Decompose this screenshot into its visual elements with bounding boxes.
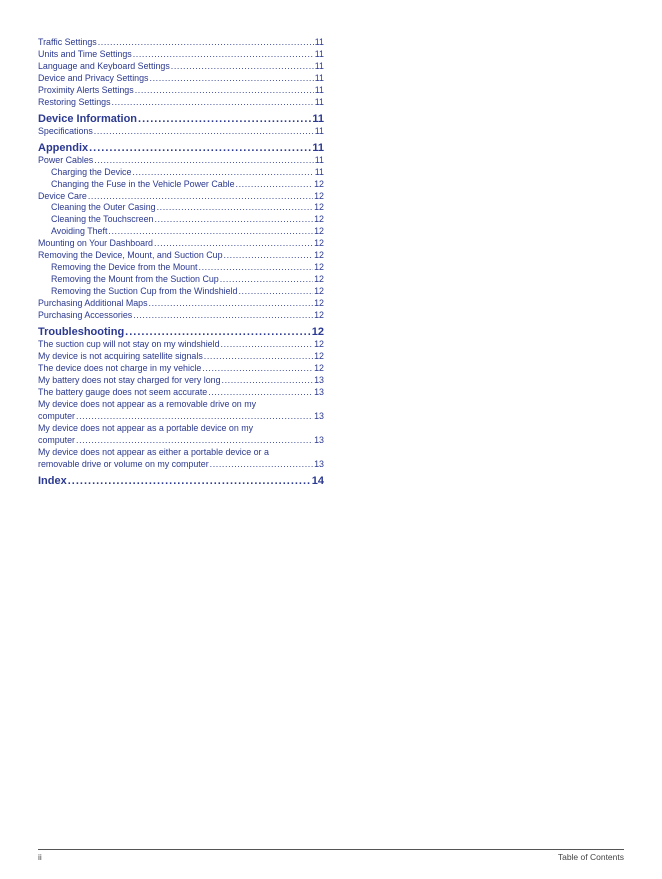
toc-entry-page: 13 bbox=[314, 458, 324, 469]
toc-entry-page: 12 bbox=[314, 298, 324, 309]
toc-entry-title: Changing the Fuse in the Vehicle Power Cable bbox=[51, 178, 235, 189]
dot-leader bbox=[89, 141, 311, 155]
toc-entry-page: 12 bbox=[314, 339, 324, 350]
dot-leader bbox=[135, 85, 314, 97]
toc-entry-page: 13 bbox=[314, 434, 324, 445]
toc-entry[interactable] bbox=[38, 49, 324, 61]
toc-entry[interactable] bbox=[38, 85, 324, 97]
toc-entry-title: Mounting on Your Dashboard bbox=[38, 238, 153, 249]
toc-entry-title: Purchasing Additional Maps bbox=[38, 298, 148, 309]
toc-entry-title: Removing the Suction Cup from the Windshield bbox=[51, 286, 238, 297]
toc-entry[interactable] bbox=[38, 61, 324, 73]
toc-entry-title: My device does not appear as a portable device on my bbox=[38, 422, 254, 433]
table-of-contents bbox=[38, 37, 324, 488]
toc-entry-title-continued: computer bbox=[38, 410, 75, 421]
toc-entry[interactable] bbox=[38, 286, 324, 298]
toc-entry-page: 12 bbox=[314, 350, 324, 361]
dot-leader bbox=[210, 459, 313, 471]
footer-section-title: Table of Contents bbox=[557, 852, 624, 862]
dot-leader bbox=[132, 167, 313, 179]
toc-entry[interactable] bbox=[38, 310, 324, 322]
toc-entry-page: 12 bbox=[314, 362, 324, 373]
toc-chapter-entry[interactable] bbox=[38, 141, 324, 155]
toc-entry-page: 12 bbox=[314, 226, 324, 237]
toc-entry-page: 12 bbox=[314, 262, 324, 273]
toc-entry-title-continued: removable drive or volume on my computer bbox=[38, 458, 209, 469]
toc-entry[interactable] bbox=[38, 202, 324, 214]
toc-entry-page: 11 bbox=[314, 48, 324, 59]
dot-leader bbox=[154, 214, 313, 226]
dot-leader bbox=[171, 61, 314, 73]
dot-leader bbox=[88, 191, 313, 203]
toc-entry-title: Device and Privacy Settings bbox=[38, 72, 149, 83]
toc-entry[interactable] bbox=[38, 155, 324, 167]
page-footer bbox=[38, 849, 624, 862]
toc-entry-title: Removing the Device, Mount, and Suction Cup bbox=[38, 250, 223, 261]
dot-leader bbox=[108, 226, 313, 238]
toc-entry-title: My device does not appear as a removable drive on my bbox=[38, 398, 257, 409]
dot-leader bbox=[112, 97, 314, 109]
dot-leader bbox=[202, 363, 313, 375]
dot-leader bbox=[138, 112, 311, 126]
toc-entry-page: 11 bbox=[314, 37, 324, 47]
toc-entry[interactable] bbox=[38, 387, 324, 399]
toc-entry[interactable] bbox=[38, 375, 324, 387]
dot-leader bbox=[94, 155, 314, 167]
toc-entry[interactable] bbox=[38, 97, 324, 109]
toc-entry-page: 12 bbox=[311, 326, 324, 339]
toc-entry-title: Device Care bbox=[38, 190, 87, 201]
toc-entry[interactable] bbox=[38, 298, 324, 310]
toc-chapter-entry[interactable] bbox=[38, 325, 324, 339]
toc-entry-title: Purchasing Accessories bbox=[38, 310, 133, 321]
toc-chapter-entry[interactable] bbox=[38, 474, 324, 488]
toc-entry-title: Restoring Settings bbox=[38, 96, 111, 107]
dot-leader bbox=[204, 351, 313, 363]
dot-leader bbox=[220, 274, 313, 286]
toc-entry-title: Troubleshooting bbox=[38, 326, 125, 339]
dot-leader bbox=[238, 286, 313, 298]
toc-entry-title: Units and Time Settings bbox=[38, 48, 132, 59]
toc-entry[interactable] bbox=[38, 214, 324, 226]
toc-entry-page: 11 bbox=[314, 72, 324, 83]
toc-entry-title: My battery does not stay charged for very long bbox=[38, 374, 221, 385]
toc-entry[interactable] bbox=[38, 73, 324, 85]
toc-entry[interactable] bbox=[38, 351, 324, 363]
toc-entry[interactable] bbox=[38, 339, 324, 351]
dot-leader bbox=[154, 238, 313, 250]
dot-leader bbox=[221, 339, 314, 351]
toc-entry-page: 12 bbox=[314, 274, 324, 285]
dot-leader bbox=[68, 474, 311, 488]
toc-entry-title: Charging the Device bbox=[51, 166, 132, 177]
toc-entry-page: 11 bbox=[314, 96, 324, 107]
toc-entry-page: 12 bbox=[314, 250, 324, 261]
toc-entry-title: Cleaning the Touchscreen bbox=[51, 214, 154, 225]
dot-leader bbox=[224, 250, 314, 262]
toc-entry[interactable] bbox=[38, 363, 324, 375]
toc-entry[interactable] bbox=[38, 399, 324, 423]
toc-entry-page: 13 bbox=[314, 410, 324, 421]
dot-leader bbox=[208, 387, 313, 399]
toc-entry-page: 11 bbox=[312, 112, 324, 125]
toc-entry-page: 13 bbox=[314, 386, 324, 397]
toc-entry-title: Avoiding Theft bbox=[51, 226, 108, 237]
toc-entry-page: 12 bbox=[314, 202, 324, 213]
toc-entry-title: Language and Keyboard Settings bbox=[38, 60, 170, 71]
toc-entry-page: 12 bbox=[314, 178, 324, 189]
toc-entry-title: Power Cables bbox=[38, 154, 94, 165]
toc-entry-title: The device does not charge in my vehicle bbox=[38, 362, 202, 373]
toc-entry-title: The battery gauge does not seem accurate bbox=[38, 386, 208, 397]
toc-entry-title: My device does not appear as either a portable device or a bbox=[38, 446, 269, 457]
dot-leader bbox=[94, 126, 314, 138]
dot-leader bbox=[133, 310, 313, 322]
toc-entry-title: My device is not acquiring satellite signals bbox=[38, 350, 203, 361]
dot-leader bbox=[98, 37, 314, 49]
dot-leader bbox=[236, 179, 314, 191]
toc-entry-page: 12 bbox=[314, 286, 324, 297]
toc-entry-title-continued: computer bbox=[38, 434, 75, 445]
toc-entry-title: Proximity Alerts Settings bbox=[38, 84, 134, 95]
toc-entry-title: Device Information bbox=[38, 112, 138, 125]
toc-entry[interactable] bbox=[38, 262, 324, 274]
footer-page-number: ii bbox=[38, 852, 42, 862]
toc-entry-page: 11 bbox=[314, 154, 324, 165]
toc-entry-title: Cleaning the Outer Casing bbox=[51, 202, 156, 213]
toc-entry[interactable] bbox=[38, 37, 324, 49]
toc-entry-page: 11 bbox=[312, 141, 324, 154]
dot-leader bbox=[222, 375, 314, 387]
toc-entry-page: 12 bbox=[314, 190, 324, 201]
toc-entry-page: 11 bbox=[314, 166, 324, 177]
dot-leader bbox=[133, 49, 314, 61]
dot-leader bbox=[149, 298, 314, 310]
toc-entry[interactable] bbox=[38, 238, 324, 250]
toc-entry-page: 12 bbox=[314, 238, 324, 249]
toc-entry-page: 12 bbox=[314, 310, 324, 321]
toc-entry-title: Appendix bbox=[38, 141, 89, 154]
toc-entry-page: 11 bbox=[314, 84, 324, 95]
toc-entry-page: 11 bbox=[314, 60, 324, 71]
dot-leader bbox=[125, 325, 311, 339]
toc-entry[interactable] bbox=[38, 167, 324, 179]
toc-entry[interactable] bbox=[38, 179, 324, 191]
toc-entry[interactable] bbox=[38, 447, 324, 471]
dot-leader bbox=[76, 411, 313, 423]
toc-entry-title: Traffic Settings bbox=[38, 37, 97, 47]
toc-entry-page: 11 bbox=[314, 125, 324, 136]
dot-leader bbox=[199, 262, 314, 274]
toc-entry-page: 13 bbox=[314, 374, 324, 385]
dot-leader bbox=[150, 73, 314, 85]
dot-leader bbox=[157, 202, 314, 214]
toc-entry-title: The suction cup will not stay on my windshield bbox=[38, 339, 220, 350]
toc-entry-title: Index bbox=[38, 474, 67, 487]
toc-entry-title: Specifications bbox=[38, 125, 93, 136]
toc-entry[interactable] bbox=[38, 126, 324, 138]
toc-entry[interactable] bbox=[38, 226, 324, 238]
toc-entry-page: 12 bbox=[314, 214, 324, 225]
dot-leader bbox=[76, 435, 313, 447]
toc-entry[interactable] bbox=[38, 274, 324, 286]
toc-chapter-entry[interactable] bbox=[38, 112, 324, 126]
toc-entry-title: Removing the Mount from the Suction Cup bbox=[51, 274, 219, 285]
toc-entry-title: Removing the Device from the Mount bbox=[51, 262, 198, 273]
toc-entry[interactable] bbox=[38, 191, 324, 203]
toc-entry-page: 14 bbox=[311, 474, 324, 487]
toc-entry[interactable] bbox=[38, 423, 324, 447]
toc-entry[interactable] bbox=[38, 250, 324, 262]
